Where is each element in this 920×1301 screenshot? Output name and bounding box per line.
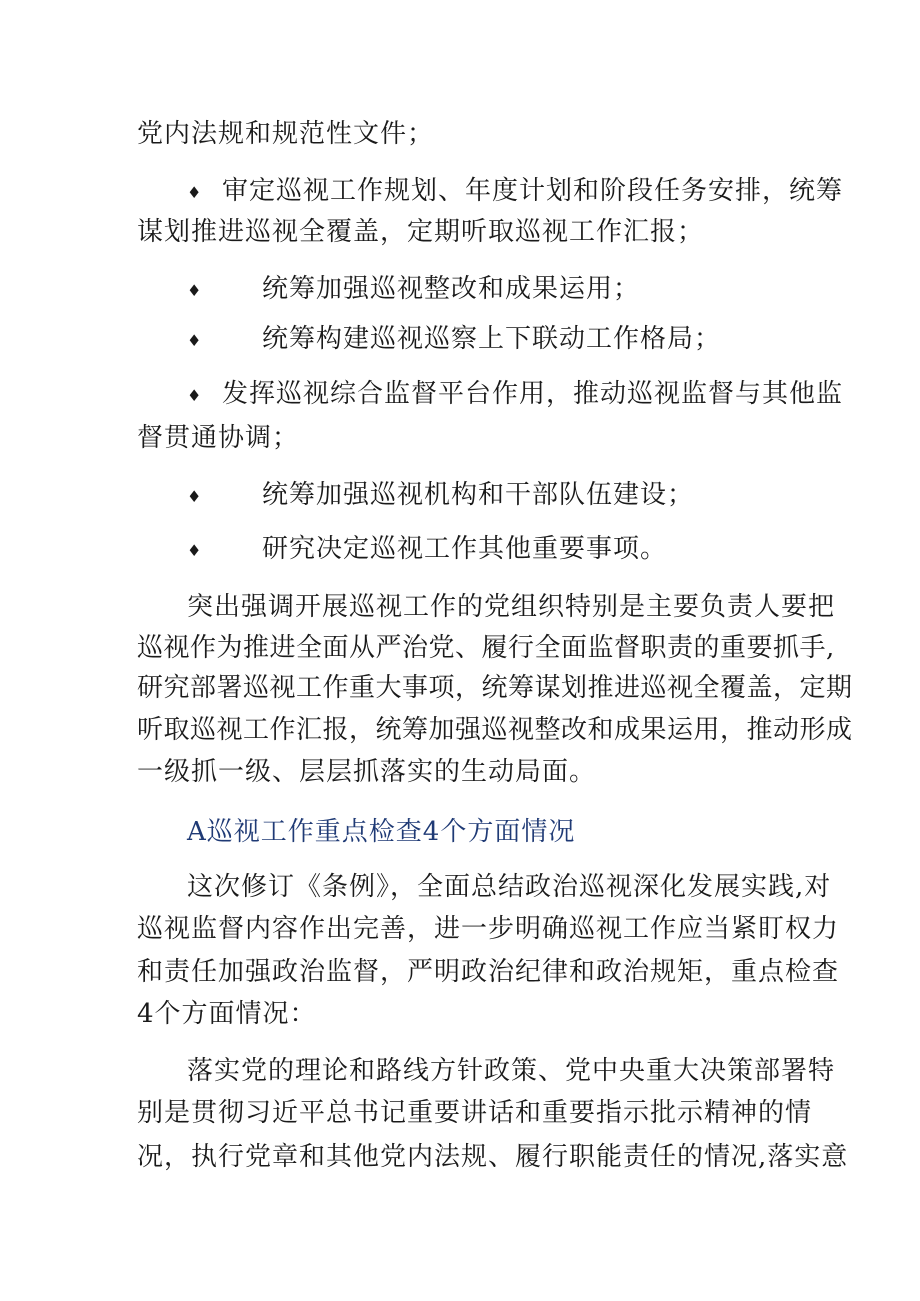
diamond-bullet-icon: ♦ — [187, 386, 202, 405]
text-line: 谋划推进巡视全覆盖，定期听取巡视工作汇报； — [137, 217, 705, 247]
text-line: 督贯通协调； — [137, 423, 300, 453]
text-line: 突出强调开展巡视工作的党组织特别是主要负责人要把 — [187, 592, 836, 622]
text-line: 统筹构建巡视巡察上下联动工作格局； — [262, 324, 722, 354]
text-line: 落实党的理论和路线方针政策、党中央重大决策部署特 — [187, 1056, 836, 1086]
text-line: 况，执行党章和其他党内法规、履行职能责任的情况,落实意 — [137, 1142, 849, 1172]
text-line: 研究决定巡视工作其他重要事项。 — [262, 534, 668, 564]
text-line: 党内法规和规范性文件； — [137, 119, 435, 149]
text-line: 和责任加强政治监督，严明政治纪律和政治规矩，重点检查 — [137, 957, 840, 987]
text-line: 别是贯彻习近平总书记重要讲话和重要指示批示精神的情 — [137, 1098, 813, 1128]
text-line: 审定巡视工作规划、年度计划和阶段任务安排，统筹 — [222, 176, 844, 206]
text-line: 听取巡视工作汇报，统筹加强巡视整改和成果运用，推动形成 — [137, 715, 853, 745]
section-heading: A巡视工作重点检查4个方面情况 — [187, 817, 576, 847]
text-line: 巡视作为推进全面从严治党、履行全面监督职责的重要抓手, — [137, 633, 835, 663]
diamond-bullet-icon: ♦ — [187, 541, 202, 560]
text-line: 发挥巡视综合监督平台作用，推动巡视监督与其他监 — [222, 379, 844, 409]
text-line: 4个方面情况： — [137, 999, 317, 1029]
text-line: 统筹加强巡视整改和成果运用； — [262, 274, 641, 304]
diamond-bullet-icon: ♦ — [187, 183, 202, 202]
text-line: 研究部署巡视工作重大事项，统筹谋划推进巡视全覆盖，定期 — [137, 673, 853, 703]
diamond-bullet-icon: ♦ — [187, 281, 202, 300]
text-line: 巡视监督内容作出完善，进一步明确巡视工作应当紧盯权力 — [137, 914, 840, 944]
text-line: 这次修订《条例》，全面总结政治巡视深化发展实践,对 — [187, 872, 832, 902]
diamond-bullet-icon: ♦ — [187, 487, 202, 506]
text-line: 统筹加强巡视机构和干部队伍建设； — [262, 480, 695, 510]
diamond-bullet-icon: ♦ — [187, 331, 202, 350]
text-line: 一级抓一级、层层抓落实的生动局面。 — [137, 757, 597, 787]
